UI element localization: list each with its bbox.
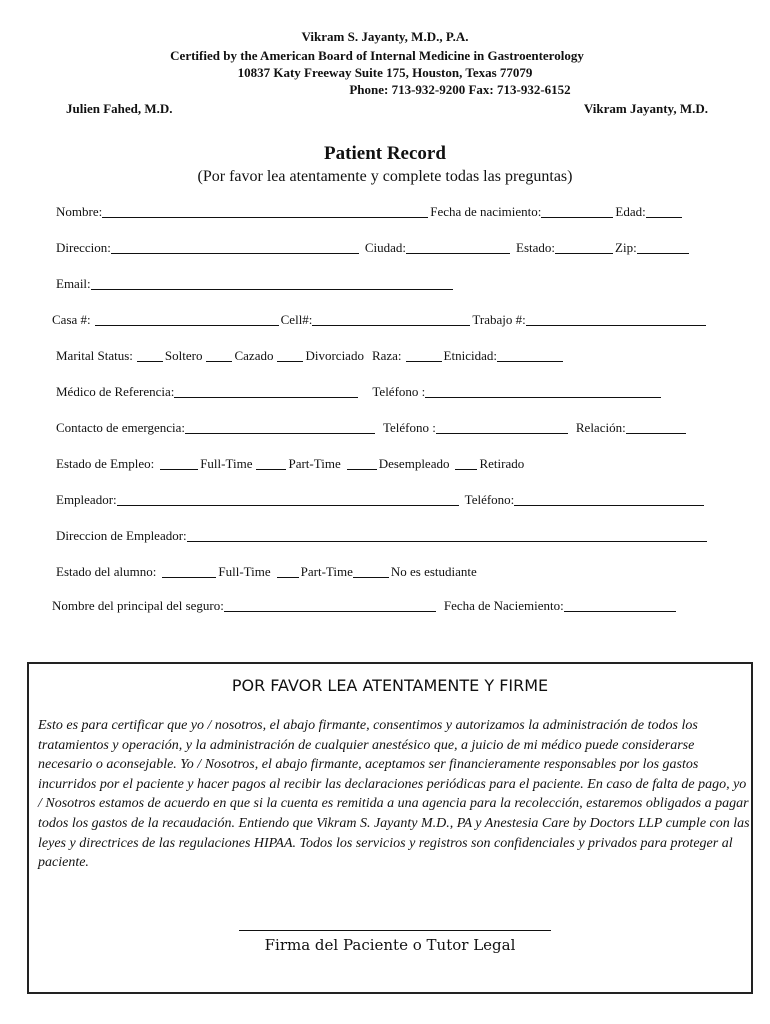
marital-status-label: Marital Status:	[56, 348, 133, 363]
direccion-empleador-field[interactable]	[187, 529, 707, 542]
medico-referencia-label: Médico de Referencia:	[56, 384, 175, 399]
telefono-medico-field[interactable]	[425, 385, 661, 398]
row-seguro	[52, 598, 678, 614]
ciudad-field[interactable]	[406, 241, 510, 254]
desempleado-checkbox[interactable]	[347, 457, 377, 470]
row-direccion	[56, 240, 691, 256]
full-time-label: Full-Time	[200, 456, 253, 471]
relacion-field[interactable]	[626, 421, 686, 434]
row-empleador	[56, 492, 706, 508]
row-emergencia	[56, 420, 688, 436]
doctor-right: Vikram Jayanty, M.D.	[583, 101, 708, 116]
row-empleo	[56, 456, 524, 472]
divorciado-label: Divorciado	[305, 348, 364, 363]
medico-referencia-field[interactable]	[174, 385, 358, 398]
estado-alumno-label: Estado del alumno:	[56, 564, 157, 579]
row-email	[56, 276, 455, 292]
row-medico	[56, 384, 663, 400]
raza-field[interactable]	[406, 349, 442, 362]
soltero-checkbox[interactable]	[137, 349, 163, 362]
no-estudiante-checkbox[interactable]	[353, 565, 389, 578]
part-time-checkbox[interactable]	[256, 457, 286, 470]
consent-title: POR FAVOR LEA ATENTAMENTE Y FIRME	[231, 676, 549, 695]
alumno-part-time-checkbox[interactable]	[277, 565, 299, 578]
desempleado-label: Desempleado	[378, 456, 450, 471]
email-label: Email:	[56, 276, 91, 291]
email-field[interactable]	[91, 277, 453, 290]
telefono-emergencia-label: Teléfono :	[382, 420, 436, 435]
empleador-label: Empleador:	[56, 492, 117, 507]
certification-line: Certified by the American Board of Internal Medicine in Gastroenterology	[170, 48, 584, 63]
full-time-checkbox[interactable]	[160, 457, 198, 470]
consent-box	[27, 662, 753, 994]
practice-name: Vikram S. Jayanty, M.D., P.A.	[301, 29, 469, 44]
doctor-left: Julien Fahed, M.D.	[66, 101, 173, 116]
consent-text: Esto es para certificar que yo / nosotros, el abajo firmante, consentimos y autorizamos la administración de todos los tratamientos y operación, y la administración de cualquier anestésico que, a juicio de mi médico puede considerarse necesario o aconsejable. Yo / Nosotros, el abajo firmante, aceptamos ser financieramente responsables por los gastos incurridos por el paciente y hacer pagos al recibir las declaraciones periódicas para el paciente. En caso de falta de pago, yo / Nosotros estamos de acuerdo en que si la cuenta es remitida a una agencia para la recolección, estaremos obligados a pagar todos los gastos de la recaudación. Entiendo que Vikram S. Jayanty M.D., PA y Anestesia Care by Doctors LLP cumple con las leyes y directrices de las regulaciones HIPAA. Todos los servicios y registros son confidenciales y privados para proteger al paciente.	[38, 718, 750, 871]
relacion-label: Relación:	[575, 420, 626, 435]
direccion-empleador-label: Direccion de Empleador:	[56, 528, 187, 543]
ciudad-label: Ciudad:	[364, 240, 407, 255]
row-telefonos	[52, 312, 708, 328]
part-time-label: Part-Time	[288, 456, 341, 471]
casa-label: Casa #:	[52, 312, 91, 327]
row-alumno	[56, 564, 477, 580]
alumno-full-time-checkbox[interactable]	[162, 565, 216, 578]
row-marital	[56, 348, 565, 364]
edad-label: Edad:	[615, 204, 646, 219]
cazado-label: Cazado	[234, 348, 274, 363]
form-title: Patient Record	[324, 143, 446, 164]
nombre-principal-label: Nombre del principal del seguro:	[52, 598, 224, 613]
soltero-label: Soltero	[164, 348, 203, 363]
signature-line[interactable]	[239, 930, 551, 931]
estado-label: Estado:	[516, 240, 556, 255]
cazado-checkbox[interactable]	[206, 349, 232, 362]
telefono-empleador-field[interactable]	[514, 493, 704, 506]
form-subtitle: (Por favor lea atentamente y complete todas las preguntas)	[197, 168, 573, 185]
etnicidad-label: Etnicidad:	[443, 348, 497, 363]
zip-label: Zip:	[615, 240, 637, 255]
divorciado-checkbox[interactable]	[277, 349, 303, 362]
row-nombre	[56, 204, 684, 220]
direccion-field[interactable]	[111, 241, 359, 254]
alumno-full-time-label: Full-Time	[218, 564, 271, 579]
address-line: 10837 Katy Freeway Suite 175, Houston, Texas 77079	[237, 65, 533, 80]
fecha-nacimiento-label: Fecha de nacimiento:	[430, 204, 542, 219]
zip-field[interactable]	[637, 241, 689, 254]
nombre-principal-field[interactable]	[224, 599, 436, 612]
fecha-naciemiento-field[interactable]	[564, 599, 676, 612]
nombre-field[interactable]	[102, 205, 428, 218]
nombre-label: Nombre:	[56, 204, 103, 219]
row-direccion-empleador	[56, 528, 709, 544]
direccion-label: Direccion:	[56, 240, 111, 255]
raza-label: Raza:	[371, 348, 402, 363]
telefono-medico-label: Teléfono :	[372, 384, 426, 399]
trabajo-field[interactable]	[526, 313, 706, 326]
estado-field[interactable]	[555, 241, 613, 254]
contacto-emergencia-field[interactable]	[185, 421, 375, 434]
cell-field[interactable]	[312, 313, 470, 326]
telefono-empleador-label: Teléfono:	[464, 492, 515, 507]
trabajo-label: Trabajo #:	[472, 312, 526, 327]
alumno-part-time-label: Part-Time	[300, 564, 353, 579]
telefono-emergencia-field[interactable]	[436, 421, 568, 434]
retirado-label: Retirado	[479, 456, 525, 471]
cell-label: Cell#:	[280, 312, 313, 327]
phone-fax-line: Phone: 713-932-9200 Fax: 713-932-6152	[349, 82, 571, 97]
contacto-emergencia-label: Contacto de emergencia:	[56, 420, 185, 435]
fecha-naciemiento-label: Fecha de Naciemiento:	[443, 598, 564, 613]
signature-label: Firma del Paciente o Tutor Legal	[264, 936, 516, 954]
retirado-checkbox[interactable]	[455, 457, 477, 470]
estado-empleo-label: Estado de Empleo:	[56, 456, 155, 471]
empleador-field[interactable]	[117, 493, 459, 506]
casa-field[interactable]	[95, 313, 279, 326]
fecha-nacimiento-field[interactable]	[541, 205, 613, 218]
edad-field[interactable]	[646, 205, 682, 218]
no-estudiante-label: No es estudiante	[390, 564, 477, 579]
etnicidad-field[interactable]	[497, 349, 563, 362]
